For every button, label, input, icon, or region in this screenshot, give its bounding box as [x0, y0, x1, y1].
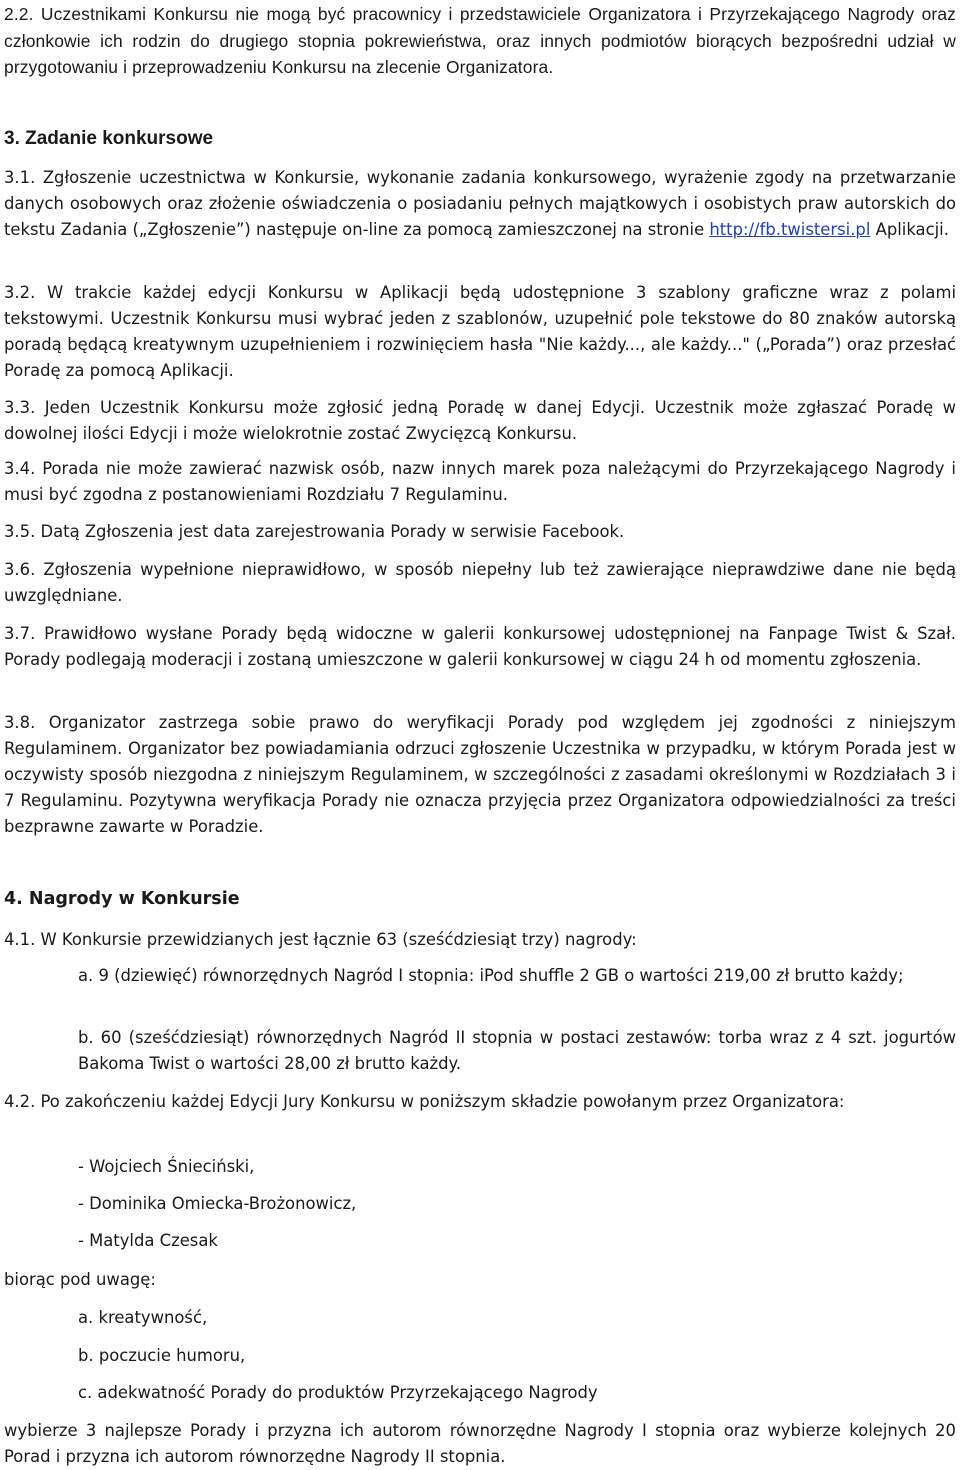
- criteria-intro: biorąc pod uwagę:: [4, 1270, 156, 1289]
- paragraph-4-1: 4.1. W Konkursie przewidzianych jest łącznie 63 (sześćdziesiąt trzy) nagrody:: [4, 930, 637, 949]
- prize-item-a: a. 9 (dziewięć) równorzędnych Nagród I stopnia: iPod shuffle 2 GB o wartości 219,00 zł brutto każdy;: [78, 966, 904, 985]
- section-heading-4: 4. Nagrody w Konkursie: [4, 889, 240, 909]
- jury-member-1: - Wojciech Śnieciński,: [78, 1157, 255, 1176]
- paragraph-3-1: [4, 165, 956, 243]
- section-heading-3: 3. Zadanie konkursowe: [4, 128, 214, 149]
- paragraph-3-5: 3.5. Datą Zgłoszenia jest data zarejestrowania Porady w serwisie Facebook.: [4, 522, 625, 541]
- prize-item-b: b. 60 (sześćdziesiąt) równorzędnych Nagród II stopnia w postaci zestawów: torba wraz z 4 szt. jogurtów Bakoma Twist o wartości 28,00 zł brutto każdy.: [78, 1028, 956, 1073]
- paragraph-3-1-text: 3.1. Zgłoszenie uczestnictwa w Konkursie, wykonanie zadania konkursowego, wyrażenie zgody na przetwarzanie danych osobowych oraz złożenie oświadczenia o posiadaniu pełnych majątkowych i osobistych praw autorskich do tekstu Zadania („Zgłoszenie”) następuje on-line za pomocą zamieszczonej na stronie: [4, 168, 956, 239]
- paragraph-3-1-end: Aplikacji.: [870, 220, 949, 239]
- jury-member-2: - Dominika Omiecka-Brożonowicz,: [78, 1194, 357, 1213]
- paragraph-3-6: 3.6. Zgłoszenia wypełnione nieprawidłowo, w sposób niepełny lub też zawierające nieprawdziwe dane nie będą uwzględniane.: [4, 560, 956, 605]
- paragraph-3-2: 3.2. W trakcie każdej edycji Konkursu w Aplikacji będą udostępnione 3 szablony graficzne wraz z polami tekstowymi. Uczestnik Konkursu musi wybrać jeden z szablonów, uzupełnić pole tekstowe do 80 znaków autorską poradą będącą kreatywnym uzupełnieniem i rozwinięciem hasła "Nie każdy..., ale każdy..." („Porada”) oraz przesłać Poradę za pomocą Aplikacji.: [4, 283, 956, 380]
- paragraph-3-3: 3.3. Jeden Uczestnik Konkursu może zgłosić jedną Poradę w danej Edycji. Uczestnik może zgłaszać Poradę w dowolnej ilości Edycji i może wielokrotnie zostać Zwycięzcą Konkursu.: [4, 398, 956, 443]
- paragraph-2-2: 2.2. Uczestnikami Konkursu nie mogą być pracownicy i przedstawiciele Organizatora i Przyrzekającego Nagrody oraz członkowie ich rodzin do drugiego stopnia pokrewieństwa, oraz innych podmiotów biorących bezpośredni udział w przygotowaniu i przeprowadzeniu Konkursu na zlecenie Organizatora.: [4, 4, 956, 77]
- final-paragraph: wybierze 3 najlepsze Porady i przyzna ich autorom równorzędne Nagrody I stopnia oraz wybierze kolejnych 20 Porad i przyzna ich autorom równorzędne Nagrody II stopnia.: [4, 1421, 956, 1466]
- paragraph-3-7: 3.7. Prawidłowo wysłane Porady będą widoczne w galerii konkursowej udostępnionej na Fanpage Twist & Szał. Porady podlegają moderacji i zostaną umieszczone w galerii konkursowej w ciągu 24 h od momentu zgłoszenia.: [4, 624, 956, 669]
- paragraph-4-2: 4.2. Po zakończeniu każdej Edycji Jury Konkursu w poniższym składzie powołanym przez Organizatora:: [4, 1092, 845, 1111]
- paragraph-3-8: 3.8. Organizator zastrzega sobie prawo do weryfikacji Porady pod względem jej zgodności z niniejszym Regulaminem. Organizator bez powiadamiania odrzuci zgłoszenie Uczestnika w przypadku, w którym Porada jest w oczywisty sposób niezgodna z niniejszym Regulaminem, w szczególności z zasadami określonymi w Rozdziałach 3 i 7 Regulaminu. Pozytywna weryfikacja Porady nie oznacza przyjęcia przez Organizatora odpowiedzialności za treści bezprawne zawarte w Poradzie.: [4, 713, 956, 836]
- criterion-c: c. adekwatność Porady do produktów Przyrzekającego Nagrody: [78, 1383, 598, 1402]
- jury-member-3: - Matylda Czesak: [78, 1231, 218, 1250]
- criterion-b: b. poczucie humoru,: [78, 1346, 246, 1365]
- criterion-a: a. kreatywność,: [78, 1308, 208, 1327]
- paragraph-3-4: 3.4. Porada nie może zawierać nazwisk osób, nazw innych marek poza należącymi do Przyrzekającego Nagrody i musi być zgodna z postanowieniami Rozdziału 7 Regulaminu.: [4, 459, 956, 504]
- twistersi-link[interactable]: http://fb.twistersi.pl: [709, 220, 871, 239]
